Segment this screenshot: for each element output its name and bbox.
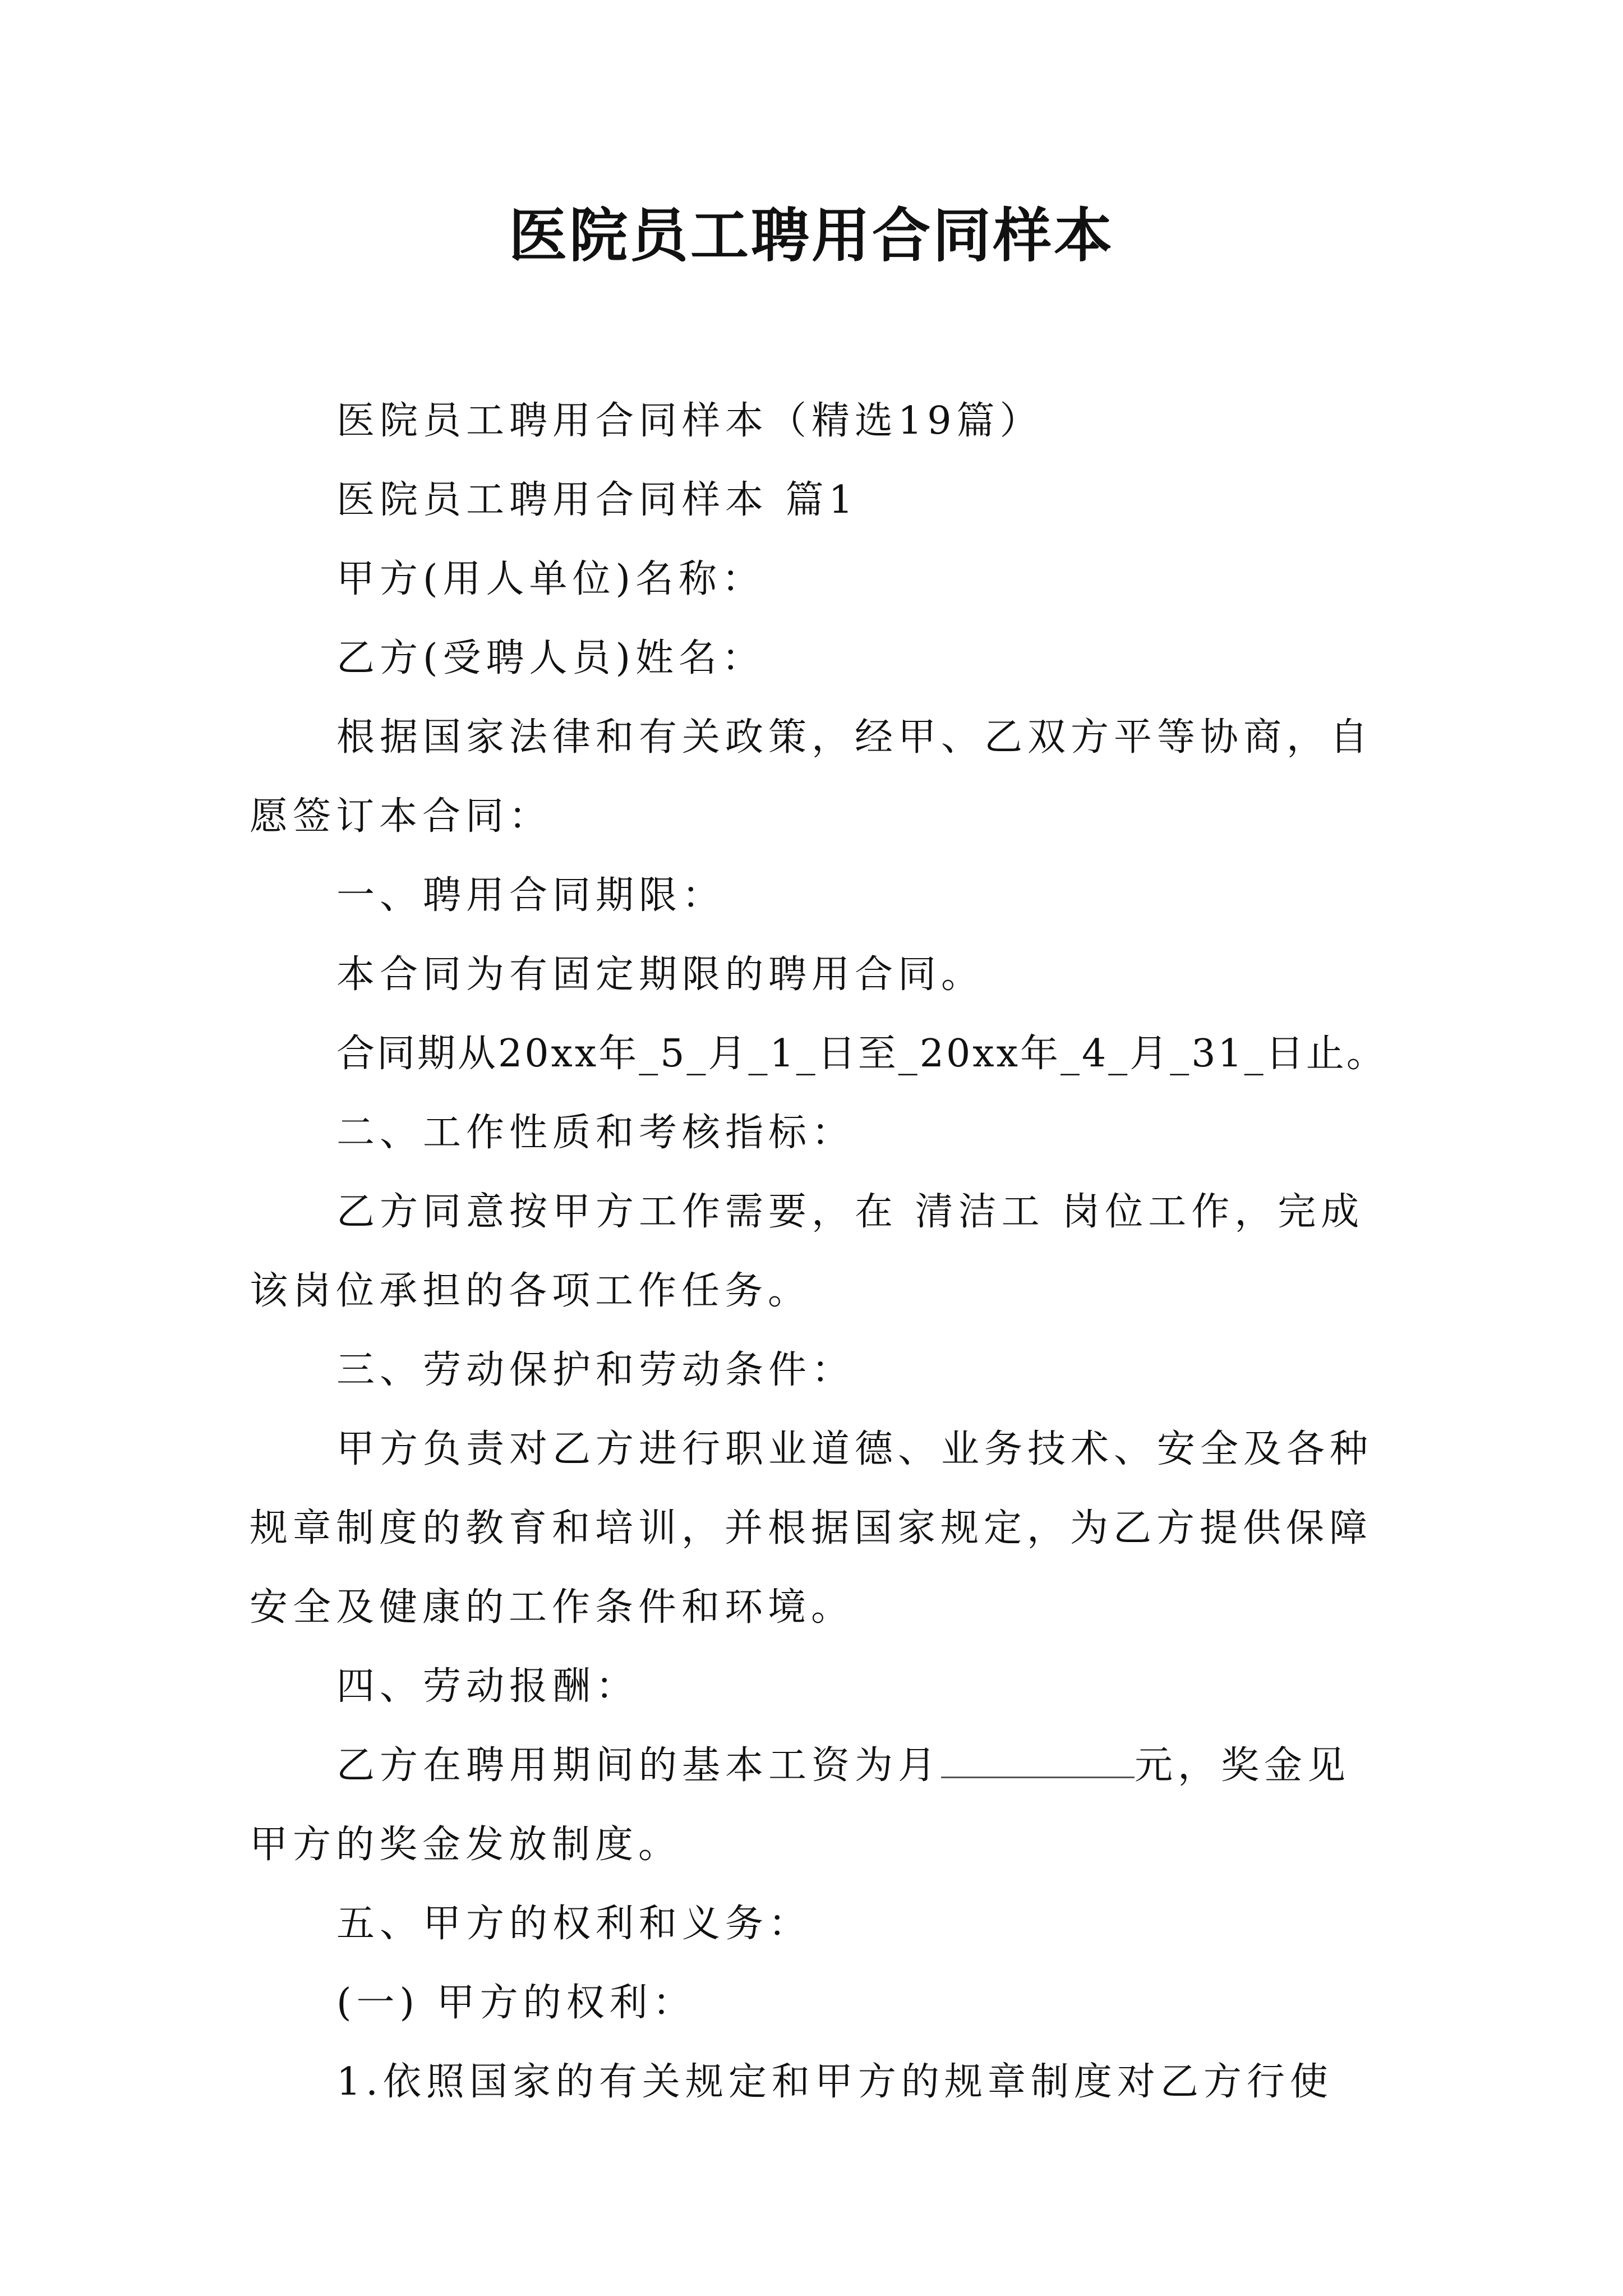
clause-2-text: 乙方同意按甲方工作需要，在 清洁工 岗位工作，完成该岗位承担的各项工作任务。	[250, 1190, 1364, 1313]
preamble-paragraph: 根据国家法律和有关政策，经甲、乙双方平等协商，自愿签订本合同：	[250, 715, 1373, 839]
clause-4-heading: 四、劳动报酬：	[336, 1664, 639, 1709]
subtitle-paragraph: 医院员工聘用合同样本（精选19篇）	[336, 399, 1043, 443]
salary-text-before: 乙方在聘用期间的基本工资为月	[336, 1743, 942, 1788]
clause-1-heading: 一、聘用合同期限：	[336, 873, 726, 918]
contract-period: 合同期从20xx年_5_月_1_日至_20xx年_4_月_31_日止。	[336, 1032, 1387, 1076]
clause-1-text: 本合同为有固定期限的聘用合同。	[336, 953, 985, 997]
party-a-name: 甲方(用人单位)名称：	[336, 557, 766, 601]
party-b-name: 乙方(受聘人员)姓名：	[336, 636, 766, 680]
section-heading: 医院员工聘用合同样本 篇1	[336, 478, 858, 522]
document-body	[250, 381, 1387, 2122]
document-title: 医院员工聘用合同样本	[508, 201, 1114, 270]
clause-3-text: 甲方负责对乙方进行职业道德、业务技术、安全及各种规章制度的教育和培训，并根据国家规定，为乙方提供保障安全及健康的工作条件和环境。	[250, 1427, 1373, 1630]
salary-paragraph	[250, 1726, 1382, 1884]
salary-text-after: 元，奖金见甲方的奖金发放制度。	[250, 1743, 1351, 1867]
salary-blank-field	[941, 1744, 1135, 1778]
clause-5-sub-heading: (一) 甲方的权利：	[336, 1981, 696, 2025]
clause-5-heading: 五、甲方的权利和义务：	[336, 1902, 812, 1946]
clause-3-heading: 三、劳动保护和劳动条件：	[336, 1348, 855, 1392]
clause-2-heading: 二、工作性质和考核指标：	[336, 1111, 855, 1155]
clause-5-item-1: 1.依照国家的有关规定和甲方的规章制度对乙方行使	[336, 2060, 1333, 2104]
